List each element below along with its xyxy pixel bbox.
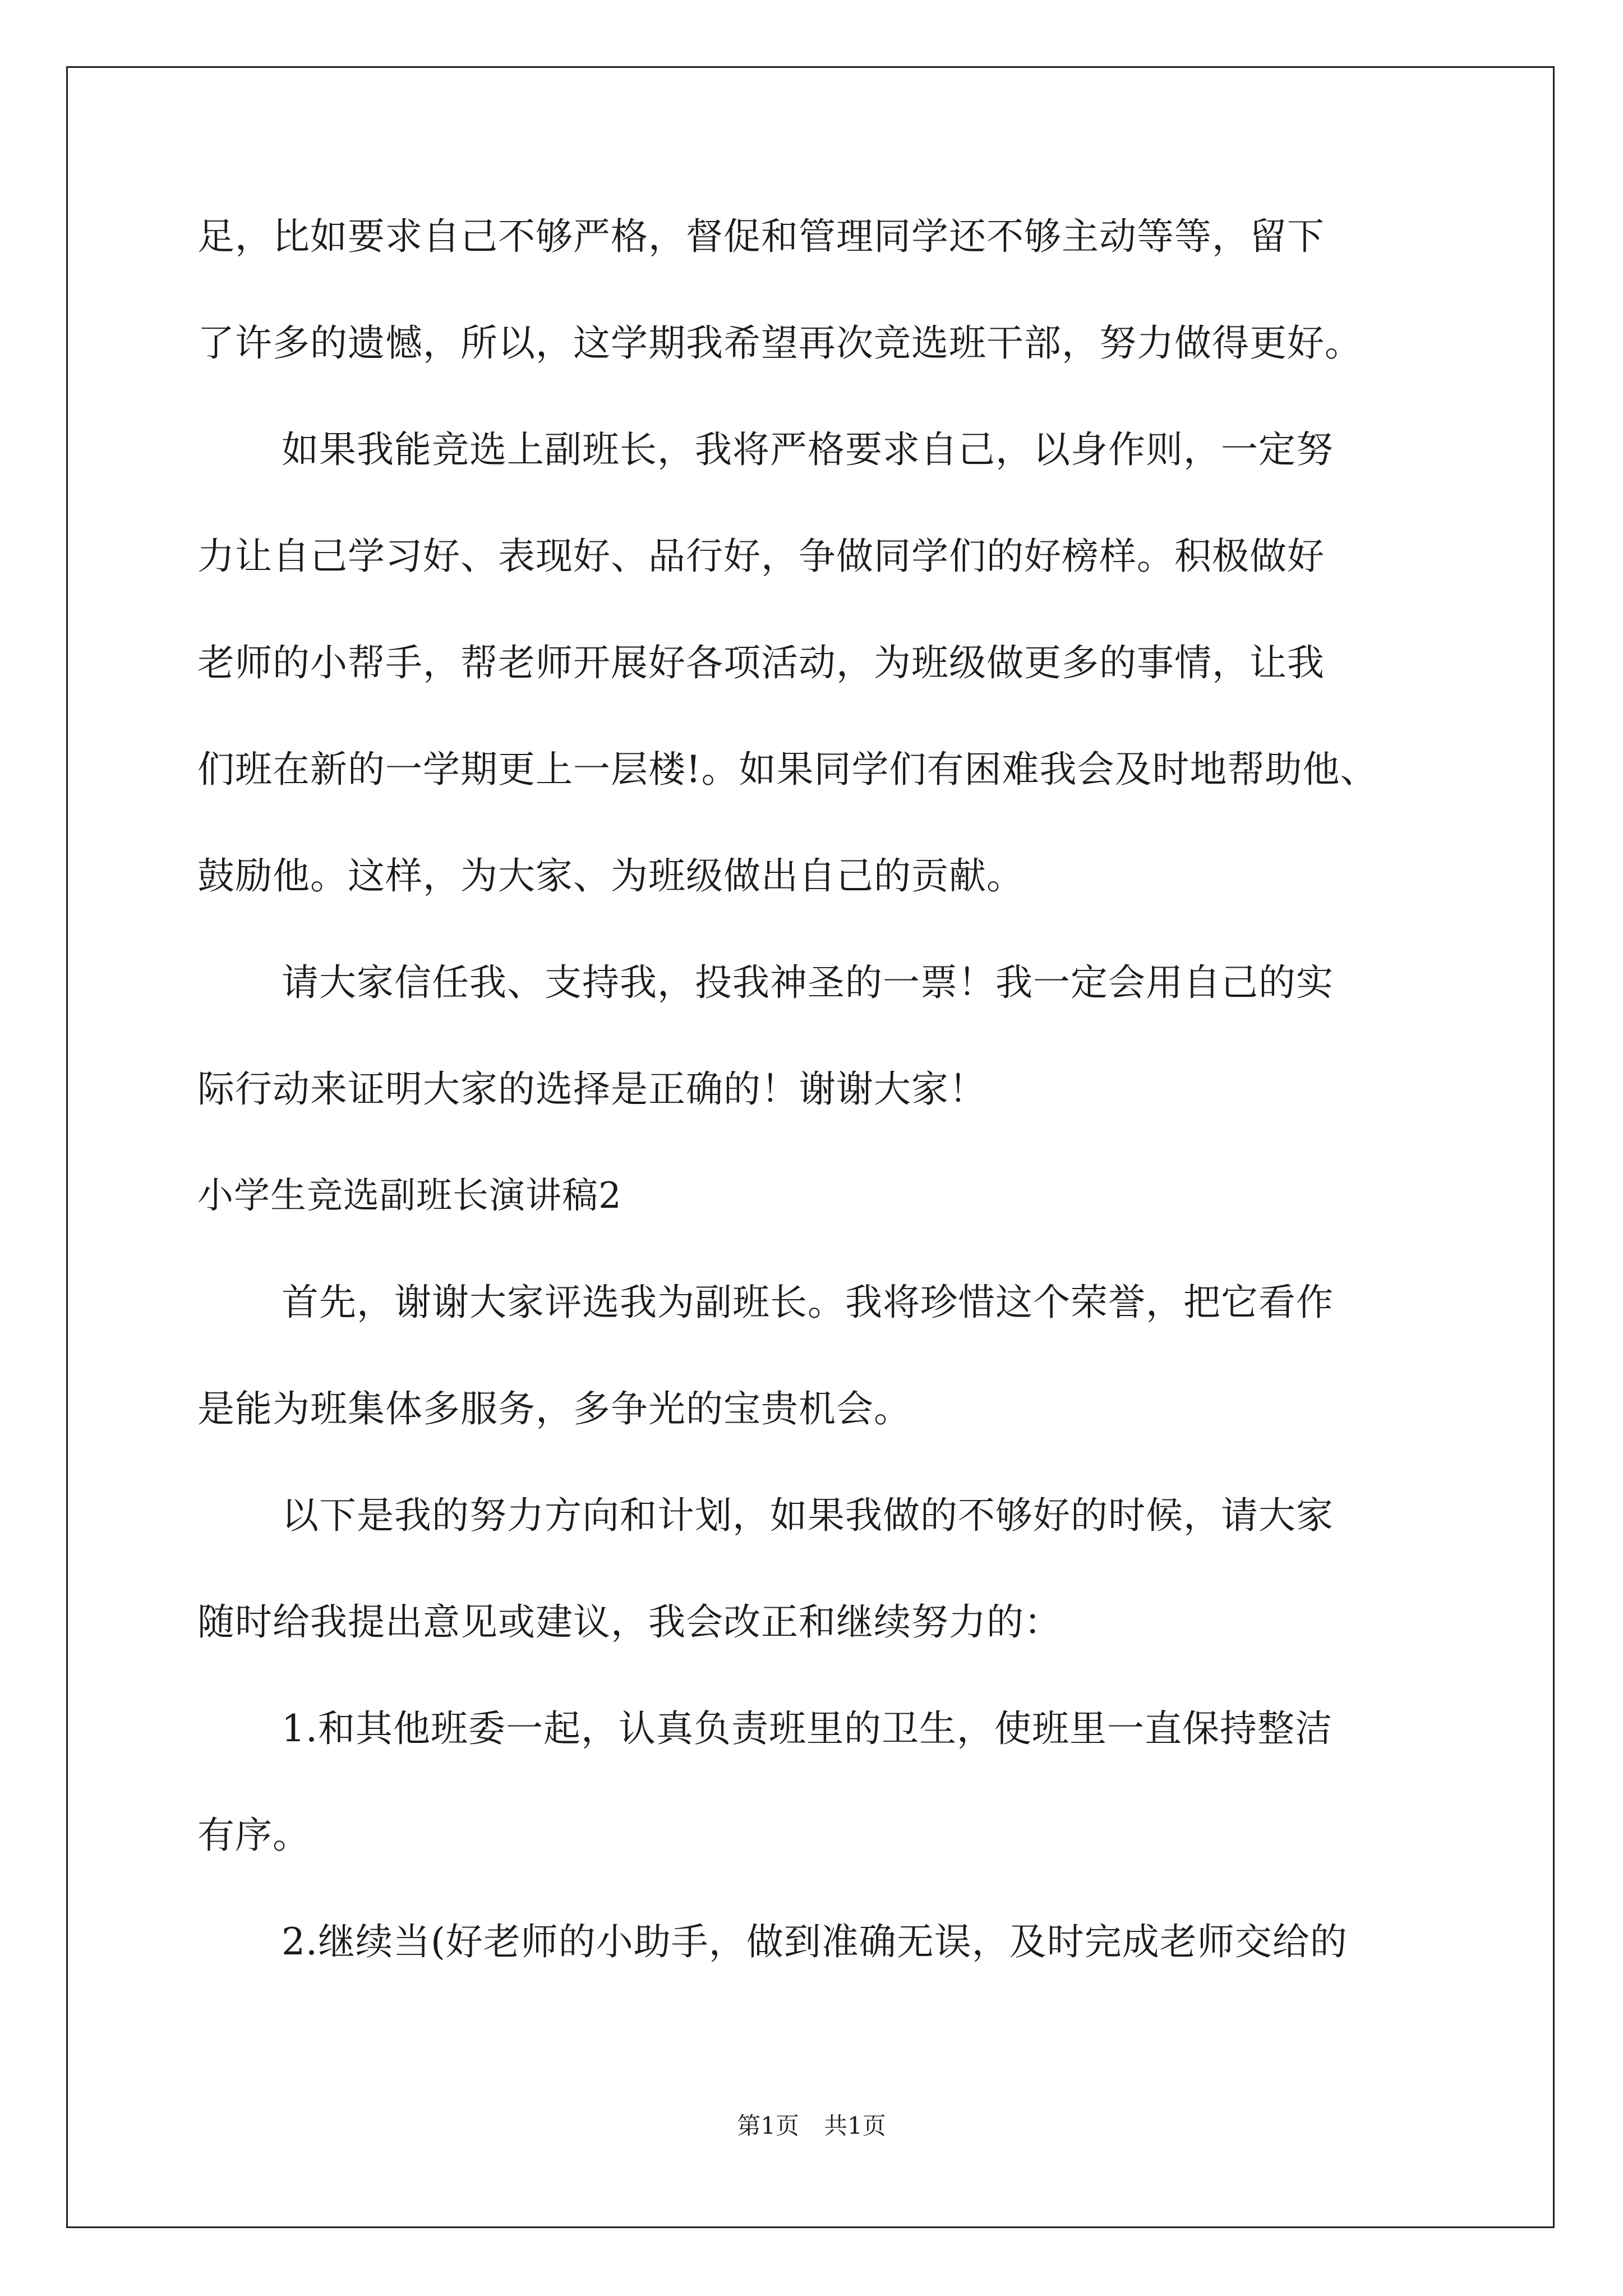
section-heading: 小学生竞选副班长演讲稿2 bbox=[197, 1175, 622, 1217]
page-number-total: 共1页 bbox=[824, 2112, 886, 2139]
paragraph-start-line: 如果我能竞选上副班长，我将严格要求自己，以身作则，一定努 bbox=[282, 428, 1334, 471]
text-line: 际行动来证明大家的选择是正确的！谢谢大家！ bbox=[197, 1068, 986, 1111]
text-line: 们班在新的一学期更上一层楼!。如果同学们有困难我会及时地帮助他、 bbox=[197, 748, 1378, 791]
page-number-current: 第1页 bbox=[737, 2112, 799, 2139]
text-line: 老师的小帮手，帮老师开展好各项活动，为班级做更多的事情，让我 bbox=[197, 641, 1325, 684]
text-line: 了许多的遗憾，所以，这学期我希望再次竞选班干部，努力做得更好。 bbox=[197, 321, 1362, 365]
list-item-line: 1.和其他班委一起，认真负责班里的卫生，使班里一直保持整洁 bbox=[282, 1707, 1332, 1750]
paragraph-start-line: 首先，谢谢大家评选我为副班长。我将珍惜这个荣誉，把它看作 bbox=[282, 1281, 1334, 1324]
list-item-line: 2.继续当(好老师的小助手，做到准确无误，及时完成老师交给的 bbox=[282, 1920, 1348, 1963]
text-line: 力让自己学习好、表现好、品行好，争做同学们的好榜样。积极做好 bbox=[197, 535, 1325, 578]
page-footer bbox=[0, 2109, 1623, 2143]
document-body bbox=[197, 203, 1426, 2015]
text-line: 随时给我提出意见或建议，我会改正和继续努力的： bbox=[197, 1600, 1062, 1644]
text-line: 鼓励他。这样，为大家、为班级做出自己的贡献。 bbox=[197, 854, 1024, 898]
paragraph-start-line: 以下是我的努力方向和计划，如果我做的不够好的时候，请大家 bbox=[282, 1494, 1334, 1537]
paragraph-start-line: 请大家信任我、支持我，投我神圣的一票！我一定会用自己的实 bbox=[282, 961, 1334, 1004]
text-line: 是能为班集体多服务，多争光的宝贵机会。 bbox=[197, 1387, 911, 1430]
text-line: 足，比如要求自己不够严格，督促和管理同学还不够主动等等，留下 bbox=[197, 215, 1325, 258]
text-line: 有序。 bbox=[197, 1814, 310, 1857]
